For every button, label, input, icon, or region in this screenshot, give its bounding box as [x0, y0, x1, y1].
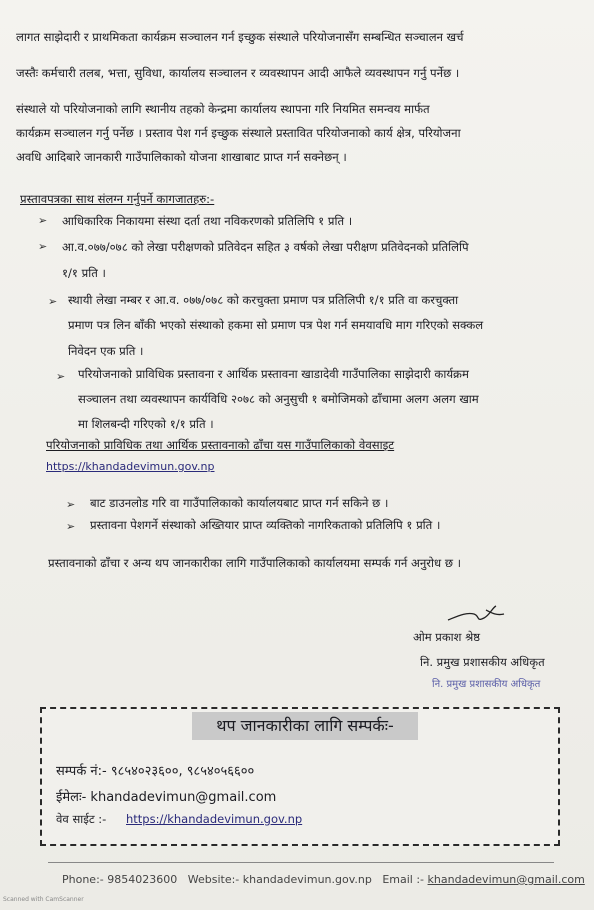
arrow-bullet-icon: ➢ — [48, 295, 58, 308]
body-line-1: लागत साझेदारी र प्राथमिकता कार्यक्रम सञ्चालन गर्न इच्छुक संस्थाले परियोजनासँग सम्बन्धित सञ्चालन खर्च — [16, 30, 464, 44]
template-website-link[interactable]: https://khandadevimun.gov.np — [46, 460, 215, 473]
arrow-bullet-icon: ➢ — [66, 520, 76, 533]
arrow-bullet-icon: ➢ — [38, 240, 48, 253]
attachments-heading: प्रस्तावपत्रका साथ संलग्न गर्नुपर्ने कागजातहरु:- — [20, 192, 215, 206]
footer-divider — [48, 862, 554, 863]
footer — [62, 873, 585, 886]
closing-note: प्रस्तावनाको ढाँचा र अन्य थप जानकारीका लागि गाउँपालिकाको कार्यालयमा सम्पर्क गर्न अनुरोध छ । — [48, 556, 462, 570]
attachment-2-line-1: आ.व.०७७/०७८ को लेखा परीक्षणको प्रतिवेदन सहित ३ वर्षको लेखा परीक्षण प्रतिवेदनको प्रतिलिपि — [62, 240, 469, 254]
arrow-bullet-icon: ➢ — [56, 370, 66, 383]
signatory-name: ओम प्रकाश श्रेष्ठ — [413, 630, 481, 644]
footer-email-label: Email :- — [382, 873, 425, 886]
attachment-4-line-3: मा शिलबन्दी गरिएको १/१ प्रति । — [78, 417, 214, 431]
attachment-4-line-1: परियोजनाको प्राविधिक प्रस्तावना र आर्थिक प्रस्तावना खाडादेवी गाउँपालिका साझेदारी कार्यक्रम — [78, 367, 469, 381]
attachment-3-line-3: निवेदन एक प्रति । — [68, 344, 144, 358]
template-heading: परियोजनाको प्राविधिक तथा आर्थिक प्रस्तावनाको ढाँचा यस गाउँपालिकाको वेवसाइट — [46, 438, 395, 452]
contact-website-link[interactable]: https://khandadevimun.gov.np — [126, 812, 303, 826]
attachment-3-line-1: स्थायी लेखा नम्बर र आ.व. ०७७/०७८ को करचुक्ता प्रमाण पत्र प्रतिलिपी १/१ प्रति वा करचुक्ता — [68, 293, 459, 307]
body-line-2: जस्तैः कर्मचारी तलब, भत्ता, सुविधा, कार्यालय सञ्चालन र व्यवस्थापन आदी आफैले व्यवस्थापन गर्नु पर्नेछ । — [16, 66, 460, 80]
arrow-bullet-icon: ➢ — [66, 498, 76, 511]
signatory-title: नि. प्रमुख प्रशासकीय अधिकृत — [420, 655, 545, 669]
download-item-1: बाट डाउनलोड गरि वा गाउँपालिकाको कार्यालयबाट प्राप्त गर्न सकिने छ । — [90, 496, 389, 510]
body-line-5: अवधि आदिबारे जानकारी गाउँपालिकाको योजना शाखाबाट प्राप्त गर्न सक्नेछन् । — [16, 150, 347, 164]
arrow-bullet-icon: ➢ — [38, 214, 48, 227]
attachment-3-line-2: प्रमाण पत्र लिन बाँकी भएको संस्थाको हकमा सो प्रमाण पत्र पेश गर्न समयावधि माग गरिएको सक्कल — [68, 318, 484, 332]
attachment-2-line-2: १/१ प्रति । — [62, 266, 106, 280]
scanner-watermark: Scanned with CamScanner — [3, 896, 84, 903]
contact-box-title: थप जानकारीका लागि सम्पर्कः- — [192, 712, 418, 740]
body-line-3: संस्थाले यो परियोजनाको लागि स्थानीय तहको केन्द्रमा कार्यालय स्थापना गरि नियमित समन्वय मार्फत — [16, 102, 430, 116]
footer-phone: Phone:- 9854023600 — [62, 873, 178, 886]
contact-box — [40, 707, 560, 846]
footer-email[interactable]: khandadevimun@gmail.com — [427, 873, 585, 886]
download-item-2: प्रस्तावना पेशगर्ने संस्थाको अख्तियार प्राप्त व्यक्तिको नागरिकताको प्रतिलिपि १ प्रति । — [90, 518, 441, 532]
footer-website[interactable]: Website:- khandadevimun.gov.np — [187, 873, 372, 886]
signature-image — [446, 600, 506, 626]
contact-email[interactable]: ईमेलः- khandadevimun@gmail.com — [56, 790, 277, 805]
signatory-stamp: नि. प्रमुख प्रशासकीय अधिकृत — [432, 679, 541, 690]
contact-phone: सम्पर्क नं:- ९८५४०२३६००, ९८५४०५६६०० — [56, 764, 255, 779]
body-line-4: कार्यक्रम सञ्चालन गर्नु पर्नेछ । प्रस्ताव पेश गर्न इच्छुक संस्थाले प्रस्तावित परियोजनाको कार्य क्षेत्र, परियोजना — [16, 126, 461, 140]
attachment-4-line-2: सञ्चालन तथा व्यवस्थापन कार्यविधि २०७८ को अनुसुची १ बमोजिमको ढाँचामा अलग अलग खाम — [78, 392, 479, 406]
attachment-1-line-1: आधिकारिक निकायमा संस्था दर्ता तथा नविकरणको प्रतिलिपि १ प्रति । — [62, 214, 353, 228]
contact-website-label: वेव साईट :- — [56, 812, 107, 826]
